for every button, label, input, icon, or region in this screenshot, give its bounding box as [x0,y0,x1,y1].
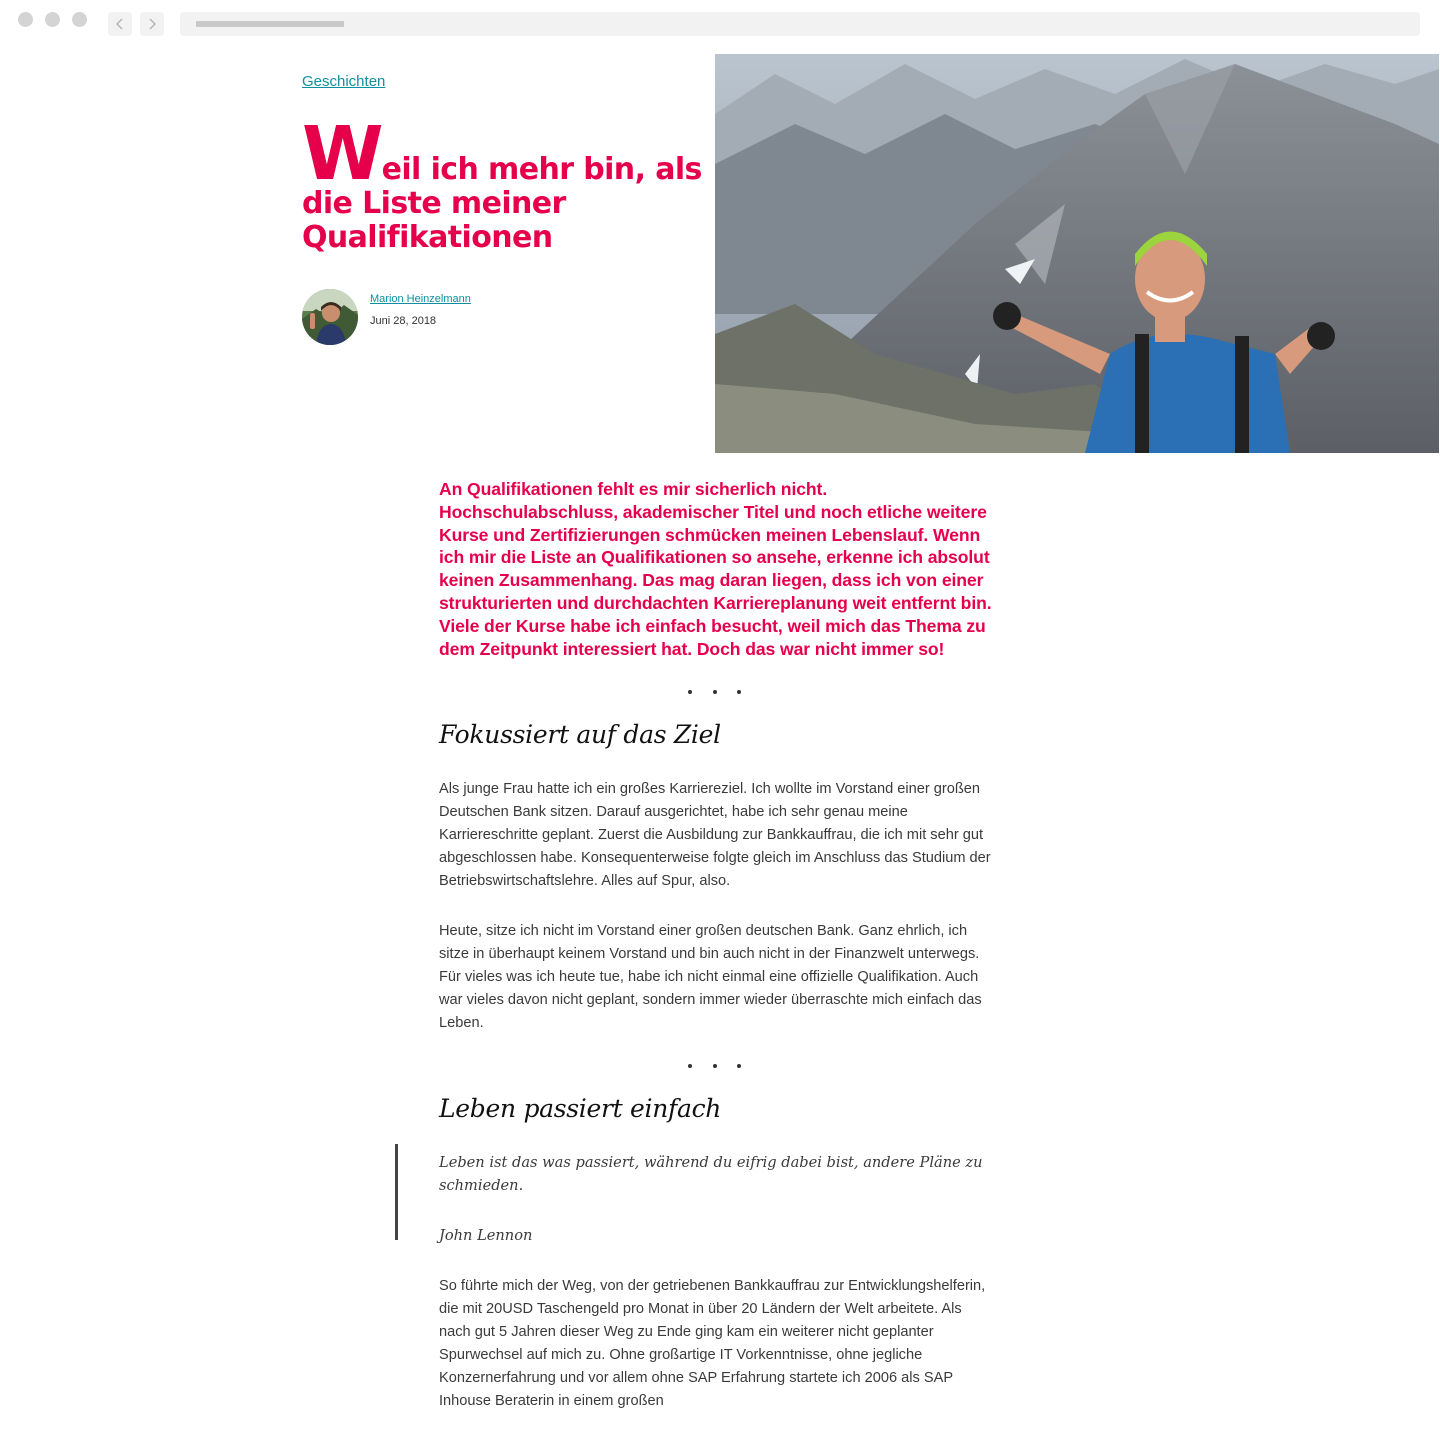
separator-dot [688,1064,692,1068]
back-button[interactable] [108,12,132,36]
blockquote-bar [395,1144,398,1240]
article-title [302,111,712,255]
author-block [302,289,471,345]
author-name-link[interactable]: Marion Heinzelmann [370,293,471,305]
separator-dot [688,690,692,694]
title-dropcap: W [302,111,382,197]
chevron-left-icon [115,18,125,30]
article-lead: An Qualifikationen fehlt es mir sicherlich nicht. Hochschulabschluss, akademischer Titel und noch etliche weitere Kurse und Zertifizierungen schmücken meinen Lebenslauf. Wenn ich mir die Liste an Qualifikationen so ansehe, erkenne ich absolut keinen Zusammenhang. Das mag daran liegen, dass ich von einer strukturierten und durchdachten Karriereplanung weit entfernt bin. Viele der Kurse habe ich einfach besucht, weil mich das Thema zu dem Zeitpunkt interessiert hat. Doch das war nicht immer so! [439,479,992,659]
section-heading: Fokussiert auf das Ziel [439,720,721,750]
mountain-photo [715,54,1439,453]
author-meta [370,293,471,327]
article-body [439,478,992,1413]
paragraph: So führte mich der Weg, von der getriebenen Bankkauffrau zur Entwicklungshelferin, die mit 20USD Taschengeld pro Monat in über 20 Ländern der Welt arbeitete. Als nach gut 5 Jahren dieser Weg zu Ende ging kam ein weiterer nicht geplanter Spurwechsel auf mich zu. Ohne großartige IT Vorkenntnisse, ohne jegliche Konzernerfahrung und vor allem ohne SAP Erfahrung startete ich 2006 als SAP Inhouse Beraterin in einem großen [439,1278,986,1409]
chevron-right-icon [147,18,157,30]
separator-dot [713,1064,717,1068]
title-text: eil ich mehr bin, als die Liste meiner Qualifikationen [302,152,702,255]
author-avatar[interactable] [302,289,358,345]
window-close-button[interactable] [18,12,33,27]
forward-button[interactable] [140,12,164,36]
window-minimize-button[interactable] [45,12,60,27]
section-separator [439,686,992,698]
section-heading: Leben passiert einfach [439,1094,722,1124]
hero-image [715,54,1439,453]
publish-date: Juni 28, 2018 [370,315,437,327]
avatar-image [302,289,358,345]
quote-text: Leben ist das was passiert, während du eifrig dabei bist, andere Pläne zu schmieden. [439,1154,983,1195]
separator-dot [737,1064,741,1068]
category-link[interactable]: Geschichten [302,73,386,90]
article-title-block [302,111,712,255]
blockquote [439,1152,992,1248]
paragraph: Heute, sitze ich nicht im Vorstand einer großen deutschen Bank. Ganz ehrlich, ich sitze in überhaupt keinem Vorstand und bin auch nicht in der Finanzwelt unterwegs. Für vieles was ich heute tue, habe ich nicht einmal eine offizielle Qualifikation. Auch war vieles davon nicht geplant, sondern immer wieder überraschte mich einfach das Leben. [439,922,982,1031]
separator-dot [713,690,717,694]
paragraph: Als junge Frau hatte ich ein großes Karriereziel. Ich wollte im Vorstand einer großen Deutschen Bank sitzen. Darauf ausgerichtet, habe ich sehr genau meine Karriereschritte geplant. Zuerst die Ausbildung zur Bankkauffrau, die ich mit sehr gut abgeschlossen habe. Konsequenterweise folgte gleich im Anschluss das Studium der Betriebswirtschaftslehre. Alles auf Spur, also. [439,781,991,889]
section-separator [439,1060,992,1072]
address-placeholder [196,21,344,27]
quote-source: John Lennon [439,1227,533,1245]
window-maximize-button[interactable] [72,12,87,27]
address-bar[interactable] [180,12,1420,36]
separator-dot [737,690,741,694]
